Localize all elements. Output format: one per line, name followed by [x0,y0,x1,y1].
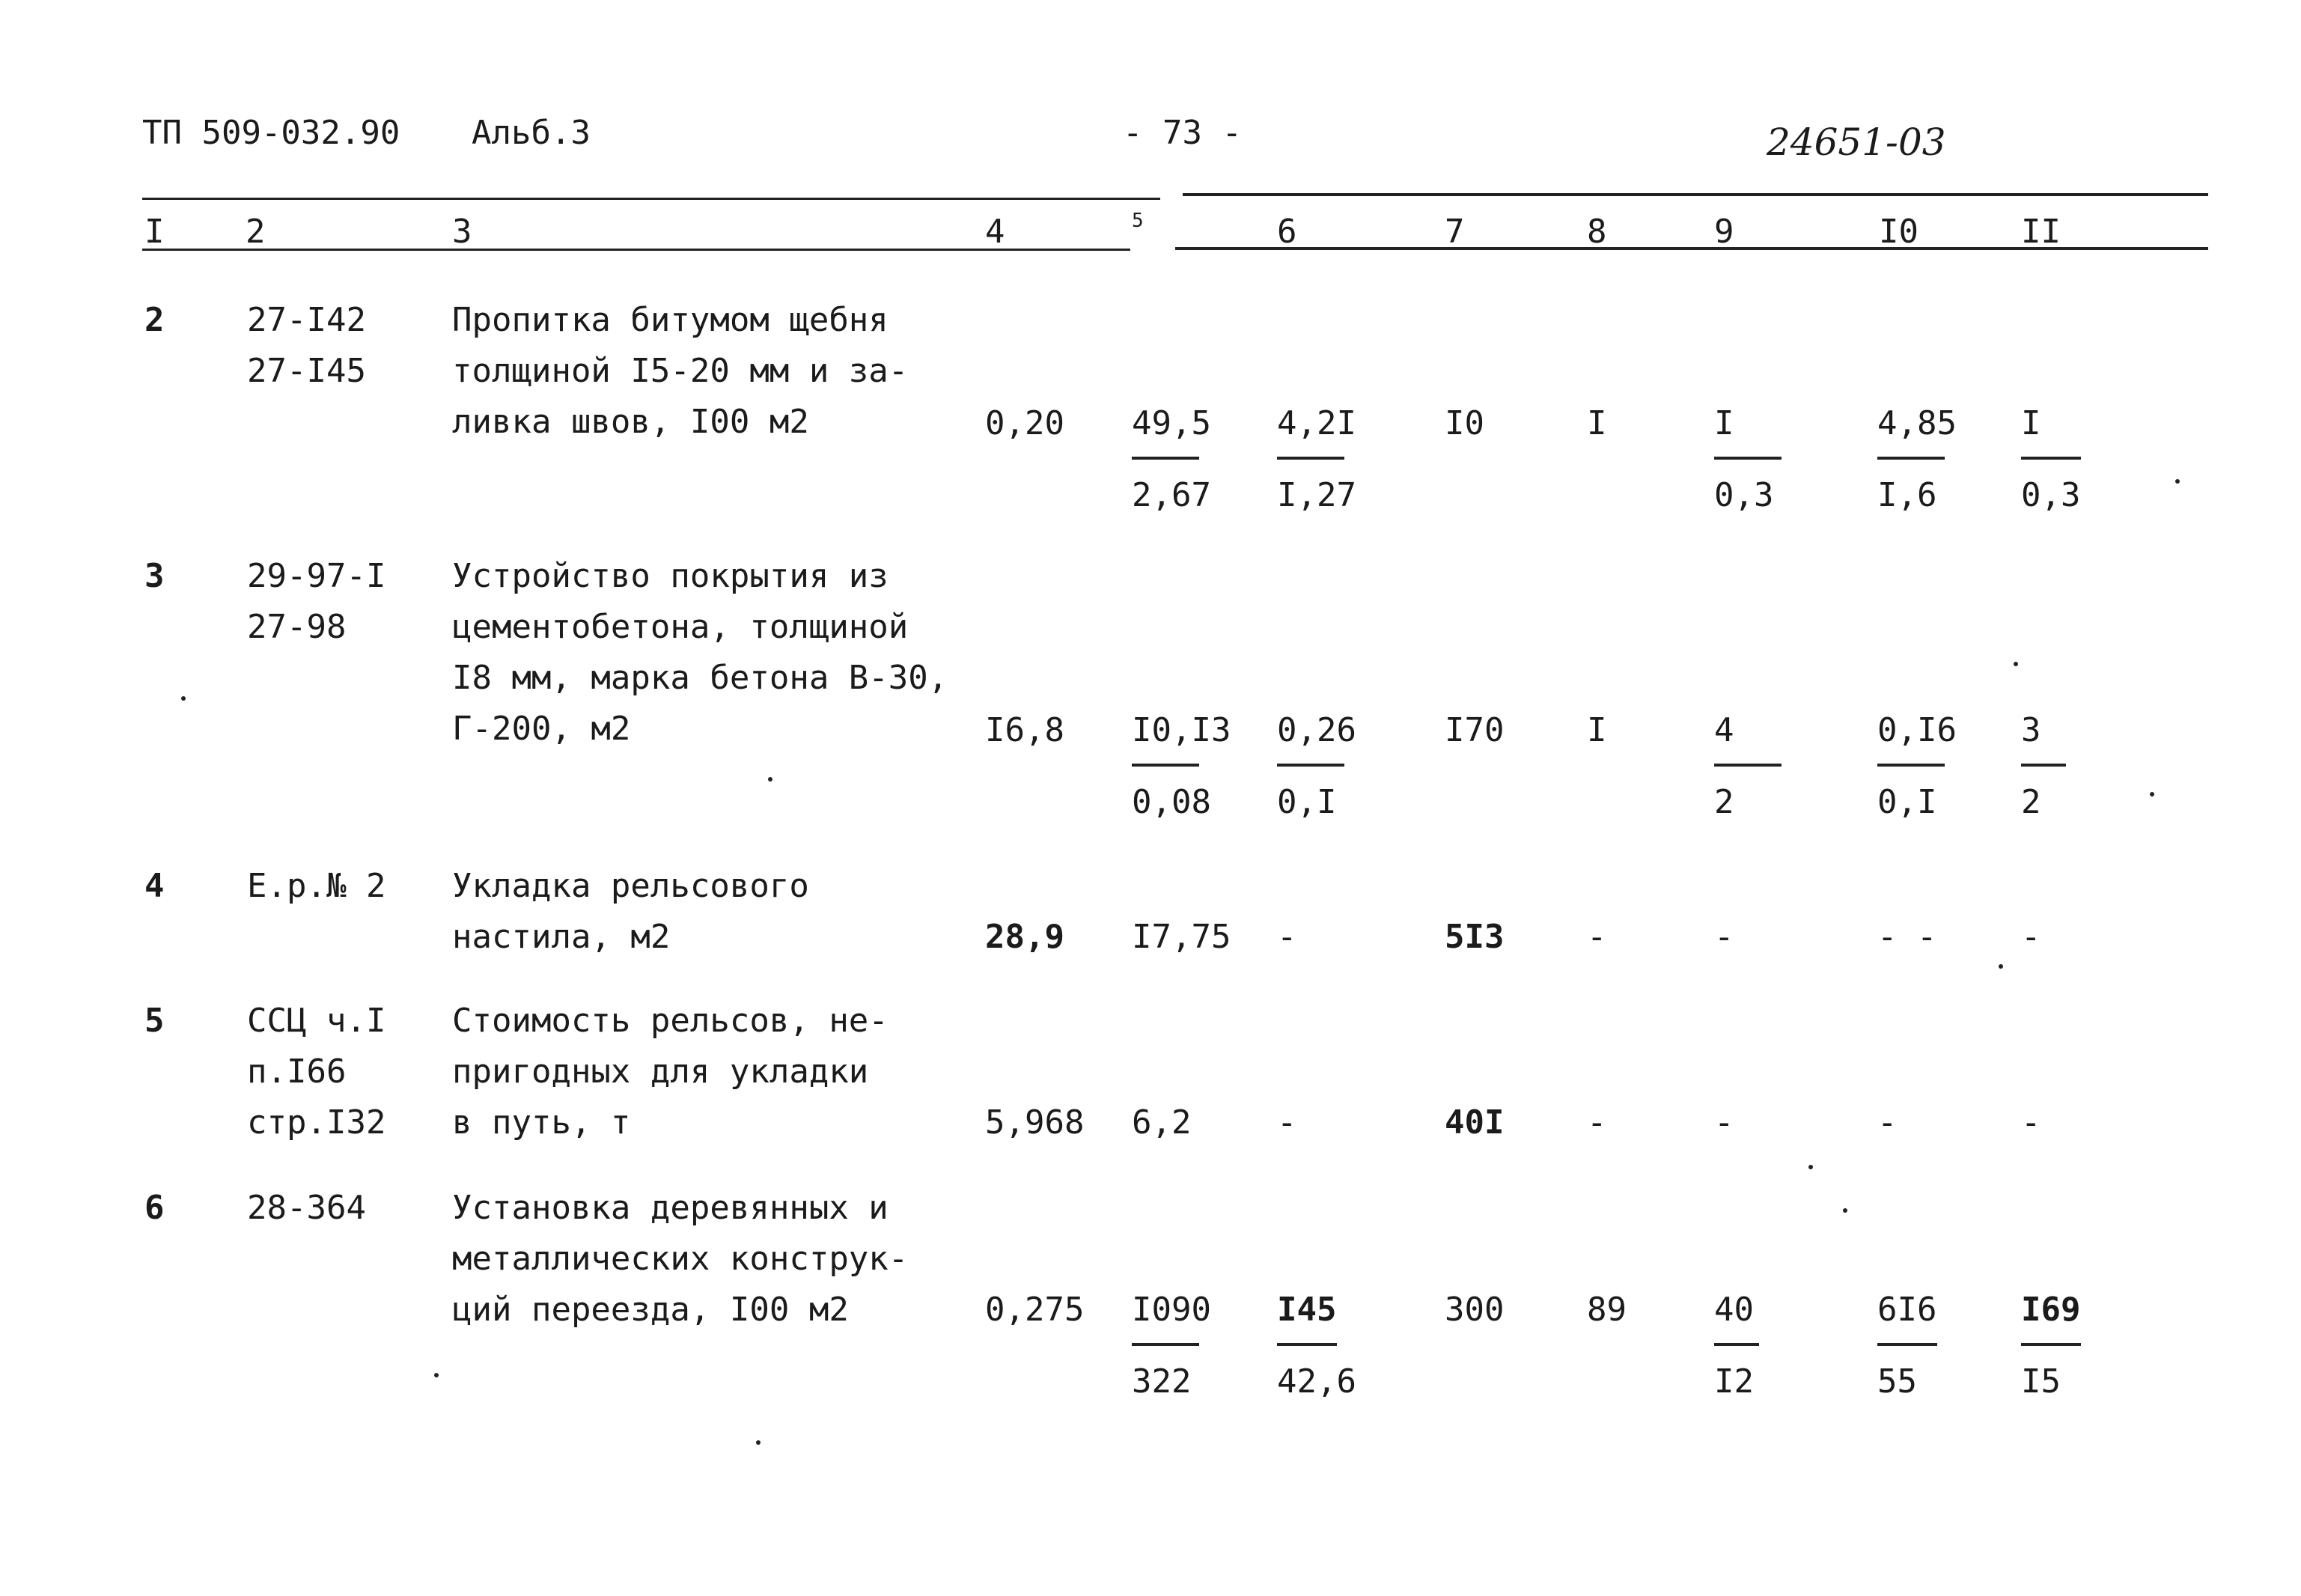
column-header: II [2021,213,2061,251]
norm-code: 27-I45 [247,352,366,390]
column-header: 7 [1445,213,1465,251]
scan-speck [434,1373,439,1377]
col8-value: I [1587,404,1607,442]
column-header: 2 [246,213,266,251]
col6-value: - [1277,918,1297,956]
scan-speck [1999,964,2003,969]
work-description [452,295,908,448]
document-reference: ТП 509-032.90 [142,114,400,152]
header-rule-bottom [142,249,1130,251]
description-line: I8 мм, марка бетона В-30, [452,659,948,697]
col11-value: - [2021,1103,2041,1142]
scan-speck [1843,1208,1847,1213]
norm-code: 28-364 [247,1189,366,1227]
column-header: 3 [452,213,472,251]
fraction-top: 49,5 [1132,404,1211,442]
col8-value: I [1587,711,1607,749]
row-number: 2 [144,301,165,339]
column-header: I0 [1879,213,1918,251]
fraction-top: 0,26 [1277,711,1356,749]
fraction-col9 [1714,404,1811,514]
header-rule-top [142,198,1160,200]
description-line: цементобетона, толщиной [452,608,909,646]
norm-code: 27-I42 [247,301,366,339]
fraction-bottom: 2,67 [1132,476,1211,514]
handwritten-code: 24651-03 [1767,121,1946,164]
scan-speck [181,696,186,701]
fraction-top: 4,85 [1877,404,1957,442]
quantity: 5,968 [985,1103,1085,1142]
fraction-bottom: I,27 [1277,476,1356,514]
col7-value: 40I [1445,1103,1505,1142]
norm-code: п.I66 [247,1053,347,1091]
scan-speck [2175,479,2180,484]
col7-value: 5I3 [1445,918,1505,956]
fraction-col10 [1877,1291,1975,1401]
norm-codes [247,996,385,1148]
fraction-col6 [1277,404,1374,514]
fraction-bottom: 2 [2021,783,2041,821]
fraction-col11 [2021,711,2118,821]
fraction-bottom: 0,3 [2021,476,2081,514]
quantity: I6,8 [985,711,1064,749]
fraction-col10 [1877,711,1975,821]
description-line: в путь, т [452,1103,631,1142]
description-line: Пропитка битумом щебня [452,301,889,339]
fraction-col6 [1277,711,1374,821]
scan-speck [2150,792,2154,797]
quantity: 0,20 [985,404,1064,442]
description-line: Г-200, м2 [452,710,631,748]
description-line: настила, м2 [452,918,671,956]
norm-code: Е.р.№ 2 [247,867,386,905]
page-number: - 73 - [1123,114,1242,152]
work-description [452,1183,908,1335]
fraction-col9 [1714,1291,1811,1401]
scan-speck [1808,1165,1813,1169]
fraction-bottom: 0,08 [1132,783,1211,821]
col8-value: - [1587,918,1607,956]
description-line: толщиной I5-20 мм и за- [452,352,909,390]
col10-value: - - [1877,918,1937,956]
description-line: Укладка рельсового [452,867,809,905]
fraction-col5 [1132,404,1229,514]
quantity: 28,9 [985,918,1064,956]
col6-value: - [1277,1103,1297,1142]
fraction-top: 4 [1714,711,1734,749]
fraction-top: I090 [1132,1291,1211,1329]
row-number: 5 [144,1002,165,1040]
scan-speck [2014,662,2018,666]
scan-speck [768,777,772,782]
column-header: I [144,213,165,251]
fraction-bottom: 322 [1132,1362,1192,1401]
description-line: Установка деревянных и [452,1189,889,1227]
norm-code: ССЦ ч.I [247,1002,386,1040]
description-line: Стоимость рельсов, не- [452,1002,889,1040]
norm-codes [247,861,385,912]
norm-codes [247,551,385,653]
column-header: 5 [1132,210,1144,232]
fraction-top: I [2021,404,2041,442]
column-header: 4 [985,213,1005,251]
norm-code: 27-98 [247,608,347,646]
fraction-col6 [1277,1291,1374,1401]
col5-value: 6,2 [1132,1103,1192,1142]
fraction-bottom: 42,6 [1277,1362,1356,1401]
col8-value: - [1587,1103,1607,1142]
norm-codes [247,1183,366,1234]
col5-value: I7,75 [1132,918,1231,956]
fraction-top: I69 [2021,1291,2081,1329]
header-rule-top-right [1183,193,2208,196]
col9-value: - [1714,1103,1734,1142]
album-label: Альб.3 [472,114,591,152]
norm-code: 29-97-I [247,557,386,595]
description-line: металлических конструк- [452,1240,909,1278]
col10-value: - [1877,1103,1898,1142]
fraction-bottom: I5 [2021,1362,2061,1401]
fraction-top: 3 [2021,711,2041,749]
scan-speck [756,1440,761,1445]
col9-value: - [1714,918,1734,956]
work-description [452,996,889,1148]
col8-value: 89 [1587,1291,1627,1329]
fraction-bottom: 0,I [1277,783,1337,821]
row-number: 3 [144,557,165,595]
fraction-col10 [1877,404,1975,514]
description-line: ций переезда, I00 м2 [452,1291,849,1329]
quantity: 0,275 [985,1291,1085,1329]
col7-value: 300 [1445,1291,1505,1329]
fraction-col11 [2021,1291,2118,1401]
column-header: 8 [1587,213,1607,251]
description-line: пригодных для укладки [452,1053,869,1091]
fraction-bottom: 0,I [1877,783,1937,821]
description-line: ливка швов, I00 м2 [452,403,809,441]
col11-value: - [2021,918,2041,956]
fraction-top: I45 [1277,1291,1337,1329]
fraction-bottom: I,6 [1877,476,1937,514]
fraction-top: 40 [1714,1291,1754,1329]
norm-code: стр.I32 [247,1103,386,1142]
fraction-top: I0,I3 [1132,711,1231,749]
fraction-col5 [1132,1291,1229,1401]
column-header: 9 [1714,213,1734,251]
fraction-bottom: 55 [1877,1362,1917,1401]
fraction-top: 6I6 [1877,1291,1937,1329]
description-line: Устройство покрытия из [452,557,889,595]
fraction-col5 [1132,711,1231,821]
col7-value: I0 [1445,404,1484,442]
row-number: 4 [144,867,165,905]
fraction-top: 0,I6 [1877,711,1957,749]
fraction-col9 [1714,711,1811,821]
fraction-bottom: 2 [1714,783,1734,821]
column-header: 6 [1277,213,1297,251]
work-description [452,861,809,963]
fraction-bottom: I2 [1714,1362,1754,1401]
row-number: 6 [144,1189,165,1227]
col7-value: I70 [1445,711,1505,749]
fraction-top: 4,2I [1277,404,1356,442]
fraction-col11 [2021,404,2118,514]
norm-codes [247,295,366,397]
work-description [452,551,948,755]
fraction-top: I [1714,404,1734,442]
fraction-bottom: 0,3 [1714,476,1774,514]
